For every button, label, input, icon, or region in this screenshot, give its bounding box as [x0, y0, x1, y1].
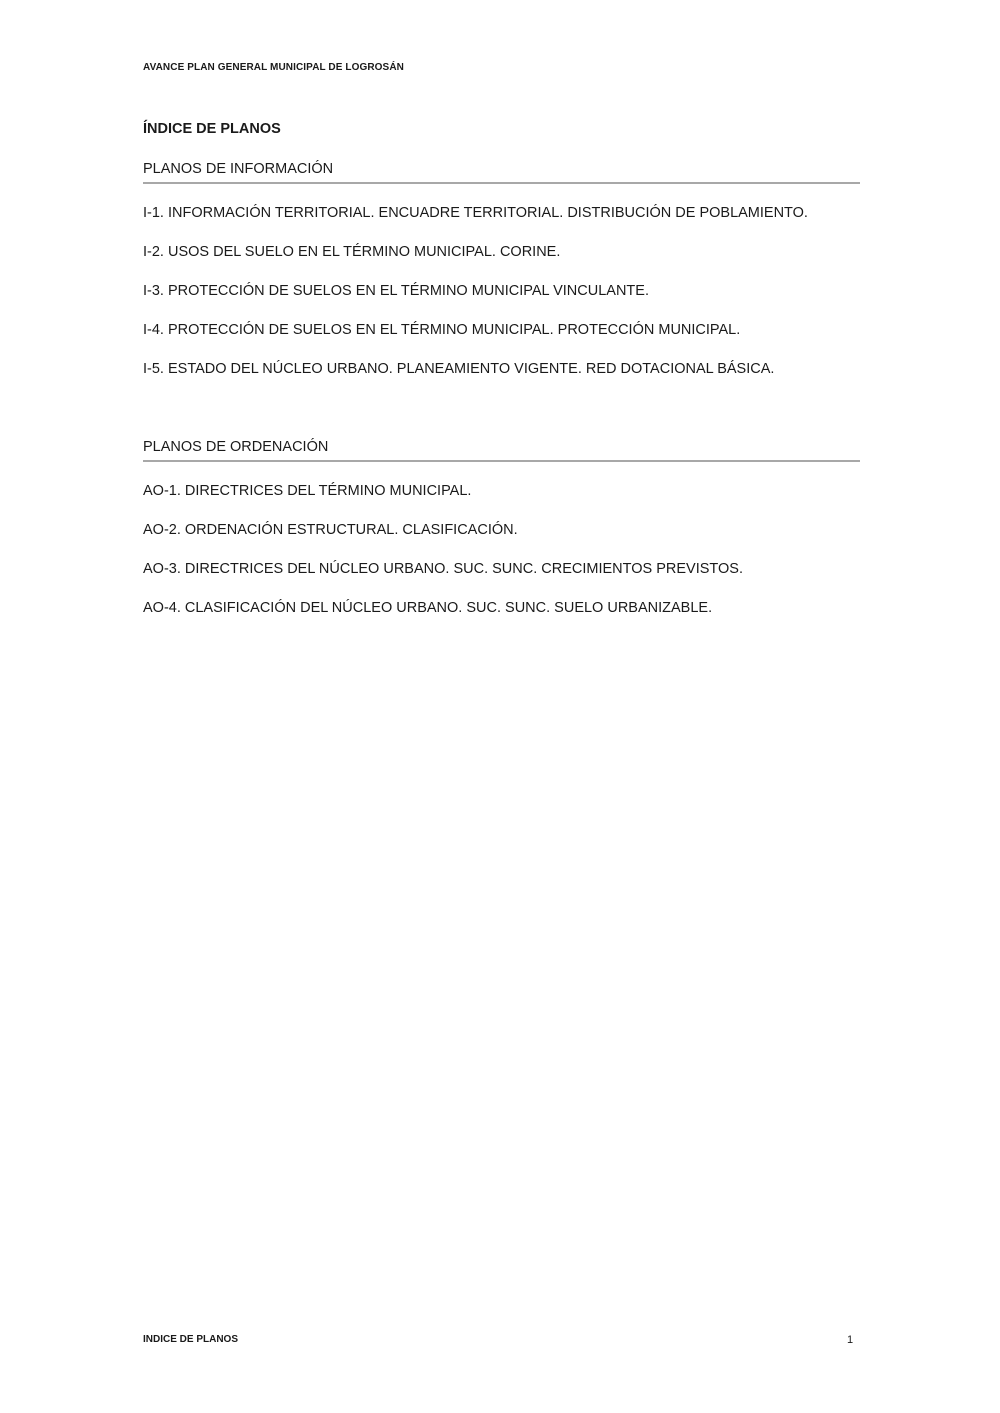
list-item: AO-4. CLASIFICACIÓN DEL NÚCLEO URBANO. SUC. SUNC. SUELO URBANIZABLE.	[143, 600, 713, 616]
plan-list	[143, 482, 860, 617]
section-heading: PLANOS DE INFORMACIÓN	[143, 160, 860, 184]
list-item: I-3. PROTECCIÓN DE SUELOS EN EL TÉRMINO MUNICIPAL VINCULANTE.	[143, 283, 649, 299]
section-heading: PLANOS DE ORDENACIÓN	[143, 438, 860, 462]
section-planos-informacion	[143, 160, 860, 378]
section-planos-ordenacion	[143, 438, 860, 617]
list-item: I-5. ESTADO DEL NÚCLEO URBANO. PLANEAMIENTO VIGENTE. RED DOTACIONAL BÁSICA.	[143, 361, 775, 377]
list-item: AO-3. DIRECTRICES DEL NÚCLEO URBANO. SUC. SUNC. CRECIMIENTOS PREVISTOS.	[143, 561, 743, 577]
list-item: AO-2. ORDENACIÓN ESTRUCTURAL. CLASIFICACIÓN.	[143, 522, 518, 538]
list-item: AO-1. DIRECTRICES DEL TÉRMINO MUNICIPAL.	[143, 483, 472, 499]
list-item: I-2. USOS DEL SUELO EN EL TÉRMINO MUNICIPAL. CORINE.	[143, 244, 561, 260]
running-footer: INDICE DE PLANOS	[143, 1334, 239, 1345]
page-title: ÍNDICE DE PLANOS	[143, 121, 281, 137]
list-item: I-4. PROTECCIÓN DE SUELOS EN EL TÉRMINO MUNICIPAL. PROTECCIÓN MUNICIPAL.	[143, 322, 741, 338]
running-header: AVANCE PLAN GENERAL MUNICIPAL DE LOGROSÁN	[143, 62, 404, 73]
page-number: 1	[847, 1334, 854, 1346]
plan-list	[143, 204, 860, 378]
list-item: I-1. INFORMACIÓN TERRITORIAL. ENCUADRE TERRITORIAL. DISTRIBUCIÓN DE POBLAMIENTO.	[143, 205, 808, 221]
